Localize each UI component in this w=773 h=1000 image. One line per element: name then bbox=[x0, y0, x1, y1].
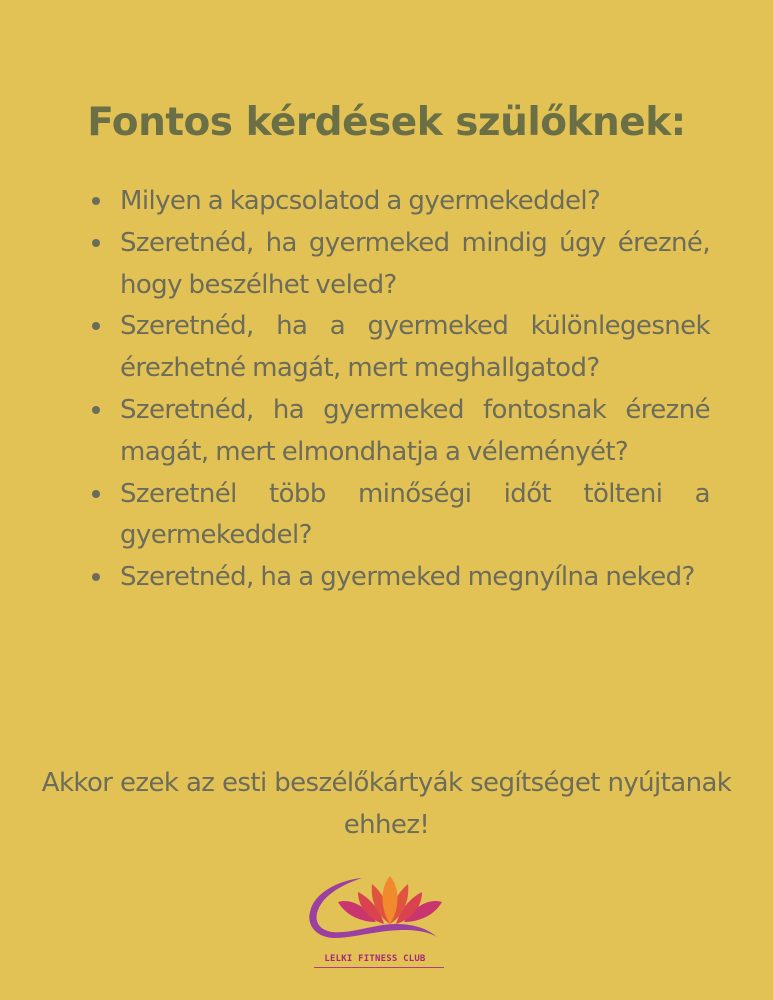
list-item: Szeretnéd, ha gyermeked mindig úgy érezné, hogy beszélhet veled? bbox=[120, 223, 710, 307]
question-list bbox=[120, 181, 710, 599]
logo-underline bbox=[314, 967, 444, 968]
club-logo bbox=[300, 872, 450, 972]
list-item: Szeretnél több minőségi időt tölteni a gyermekeddel? bbox=[120, 474, 710, 558]
list-item: Szeretnéd, ha gyermeked fontosnak érezné magát, mert elmondhatja a véleményét? bbox=[120, 390, 710, 474]
lotus-icon bbox=[300, 872, 450, 954]
page-title: Fontos kérdések szülőknek: bbox=[87, 100, 686, 145]
list-item: Milyen a kapcsolatod a gyermekeddel? bbox=[120, 181, 710, 223]
logo-text: LELKI FITNESS CLUB bbox=[324, 954, 426, 964]
closing-text: Akkor ezek az esti beszélőkártyák segítséget nyújtanak ehhez! bbox=[41, 768, 732, 840]
list-item: Szeretnéd, ha a gyermeked megnyílna neked? bbox=[120, 557, 710, 599]
list-item: Szeretnéd, ha a gyermeked különlegesnek érezhetné magát, mert meghallgatod? bbox=[120, 306, 710, 390]
